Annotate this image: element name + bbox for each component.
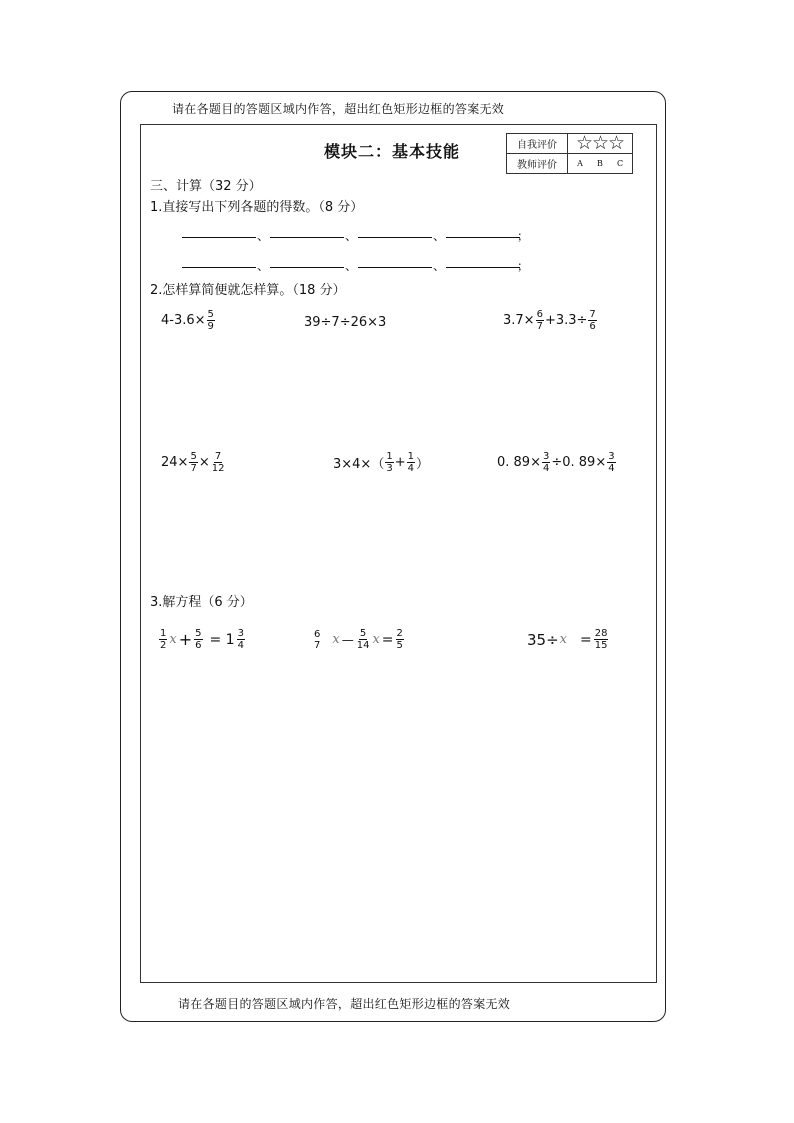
numerator: 7 bbox=[589, 309, 596, 320]
numerator: 28 bbox=[594, 628, 608, 639]
denominator: 15 bbox=[594, 640, 608, 651]
denominator: 4 bbox=[542, 463, 550, 474]
fraction bbox=[542, 451, 550, 474]
q2-title: 2.怎样算简便就怎样算。（18 分） bbox=[150, 283, 346, 298]
variable: x bbox=[332, 632, 340, 647]
numerator: 1 bbox=[160, 628, 167, 639]
teacher-eval-label: 教师评价 bbox=[507, 154, 568, 174]
fraction bbox=[594, 628, 609, 651]
fraction bbox=[396, 628, 404, 651]
blank-separator: 、 bbox=[345, 259, 358, 273]
blank-separator: 、 bbox=[257, 259, 270, 273]
self-eval-label: 自我评价 bbox=[507, 134, 568, 154]
blank-end: ； bbox=[517, 229, 530, 243]
numerator: 5 bbox=[359, 628, 367, 639]
blank-separator: 、 bbox=[433, 229, 446, 243]
fraction bbox=[407, 451, 415, 474]
fraction bbox=[189, 451, 197, 474]
answer-region-box bbox=[140, 124, 657, 983]
q3-title: 3.解方程（6 分） bbox=[150, 595, 253, 610]
expr-text: + bbox=[394, 455, 406, 470]
expr-text: 24× bbox=[161, 455, 189, 470]
q2-expression-2 bbox=[304, 315, 386, 330]
numerator: 7 bbox=[214, 451, 222, 462]
numerator: 1 bbox=[386, 451, 393, 462]
fraction bbox=[237, 628, 245, 651]
fraction bbox=[356, 628, 371, 651]
expr-text: 35÷ bbox=[527, 630, 559, 649]
expr-text: ） bbox=[415, 457, 429, 472]
grade-options[interactable] bbox=[568, 154, 633, 174]
numerator: 6 bbox=[314, 628, 321, 640]
expr-text: 0. 89× bbox=[497, 455, 541, 470]
fraction bbox=[536, 309, 544, 332]
operator: — bbox=[341, 632, 354, 647]
operator: = bbox=[580, 631, 592, 648]
denominator: 9 bbox=[207, 321, 214, 332]
q2-expression-3 bbox=[503, 309, 598, 332]
answer-blank[interactable] bbox=[358, 257, 432, 268]
expr-text: 3×4×（ bbox=[333, 457, 385, 472]
fraction bbox=[313, 629, 321, 651]
denominator: 6 bbox=[195, 640, 202, 651]
q3-equation-1 bbox=[158, 628, 246, 651]
answer-blank[interactable] bbox=[182, 257, 256, 268]
q3-equation-2 bbox=[312, 628, 405, 651]
notice-top: 请在各题目的答题区域内作答，超出红色矩形边框的答案无效 bbox=[172, 102, 505, 116]
variable: x bbox=[559, 632, 567, 647]
denominator: 3 bbox=[386, 463, 393, 474]
blank-end: ； bbox=[517, 259, 530, 273]
blank-separator: 、 bbox=[345, 229, 358, 243]
denominator: 5 bbox=[396, 640, 403, 651]
answer-blank[interactable] bbox=[270, 257, 344, 268]
section-title: 三、计算（32 分） bbox=[150, 179, 262, 194]
operator: = bbox=[381, 631, 394, 648]
module-title: 模块二：基本技能 bbox=[324, 142, 461, 161]
fraction bbox=[607, 451, 615, 474]
expr-text: +3.3÷ bbox=[544, 313, 588, 328]
operator: = 1 bbox=[209, 631, 235, 648]
denominator: 4 bbox=[608, 463, 615, 474]
answer-blank[interactable] bbox=[446, 227, 520, 238]
grade-c[interactable]: C bbox=[616, 159, 624, 168]
expr-text: 39÷7÷26×3 bbox=[304, 315, 387, 330]
fraction bbox=[159, 628, 167, 651]
q2-expression-5 bbox=[333, 451, 429, 474]
grade-a[interactable]: A bbox=[577, 159, 583, 168]
numerator: 3 bbox=[608, 451, 615, 462]
notice-bottom: 请在各题目的答题区域内作答，超出红色矩形边框的答案无效 bbox=[178, 997, 511, 1011]
numerator: 3 bbox=[542, 451, 550, 462]
blank-separator: 、 bbox=[433, 259, 446, 273]
q2-expression-6 bbox=[497, 451, 617, 474]
fraction bbox=[207, 309, 215, 332]
q2-expression-4 bbox=[161, 451, 226, 474]
numerator: 6 bbox=[536, 309, 543, 320]
numerator: 5 bbox=[195, 628, 202, 639]
denominator: 4 bbox=[237, 640, 244, 651]
denominator: 6 bbox=[589, 321, 596, 332]
q2-expression-1 bbox=[161, 309, 216, 332]
expr-text: 4-3.6× bbox=[161, 313, 206, 328]
q1-title: 1.直接写出下列各题的得数。（8 分） bbox=[150, 200, 364, 215]
fraction bbox=[194, 628, 202, 651]
denominator: 2 bbox=[160, 640, 167, 651]
denominator: 7 bbox=[536, 321, 543, 332]
answer-blank[interactable] bbox=[182, 227, 256, 238]
evaluation-table bbox=[506, 133, 633, 174]
fraction bbox=[385, 451, 393, 474]
answer-blank[interactable] bbox=[358, 227, 432, 238]
denominator: 7 bbox=[190, 463, 197, 474]
numerator: 1 bbox=[407, 451, 414, 462]
numerator: 5 bbox=[207, 309, 214, 320]
expr-text: × bbox=[198, 455, 210, 470]
denominator: 12 bbox=[211, 463, 225, 474]
denominator: 7 bbox=[314, 639, 321, 651]
answer-blank[interactable] bbox=[270, 227, 344, 238]
numerator: 2 bbox=[396, 628, 403, 639]
denominator: 14 bbox=[356, 640, 370, 651]
grade-b[interactable]: B bbox=[597, 159, 603, 168]
numerator: 5 bbox=[190, 451, 197, 462]
expr-text: 3.7× bbox=[503, 313, 535, 328]
fraction bbox=[211, 451, 226, 474]
denominator: 4 bbox=[407, 463, 414, 474]
blank-separator: 、 bbox=[257, 229, 270, 243]
q3-equation-3 bbox=[527, 628, 609, 651]
variable: x bbox=[372, 632, 380, 647]
fraction bbox=[588, 309, 596, 332]
numerator: 3 bbox=[237, 628, 244, 639]
answer-blank[interactable] bbox=[446, 257, 520, 268]
expr-text: ÷0. 89× bbox=[551, 455, 607, 470]
operator: + bbox=[178, 630, 193, 649]
star-rating[interactable]: ☆☆☆ bbox=[568, 134, 633, 154]
variable: x bbox=[169, 632, 177, 647]
